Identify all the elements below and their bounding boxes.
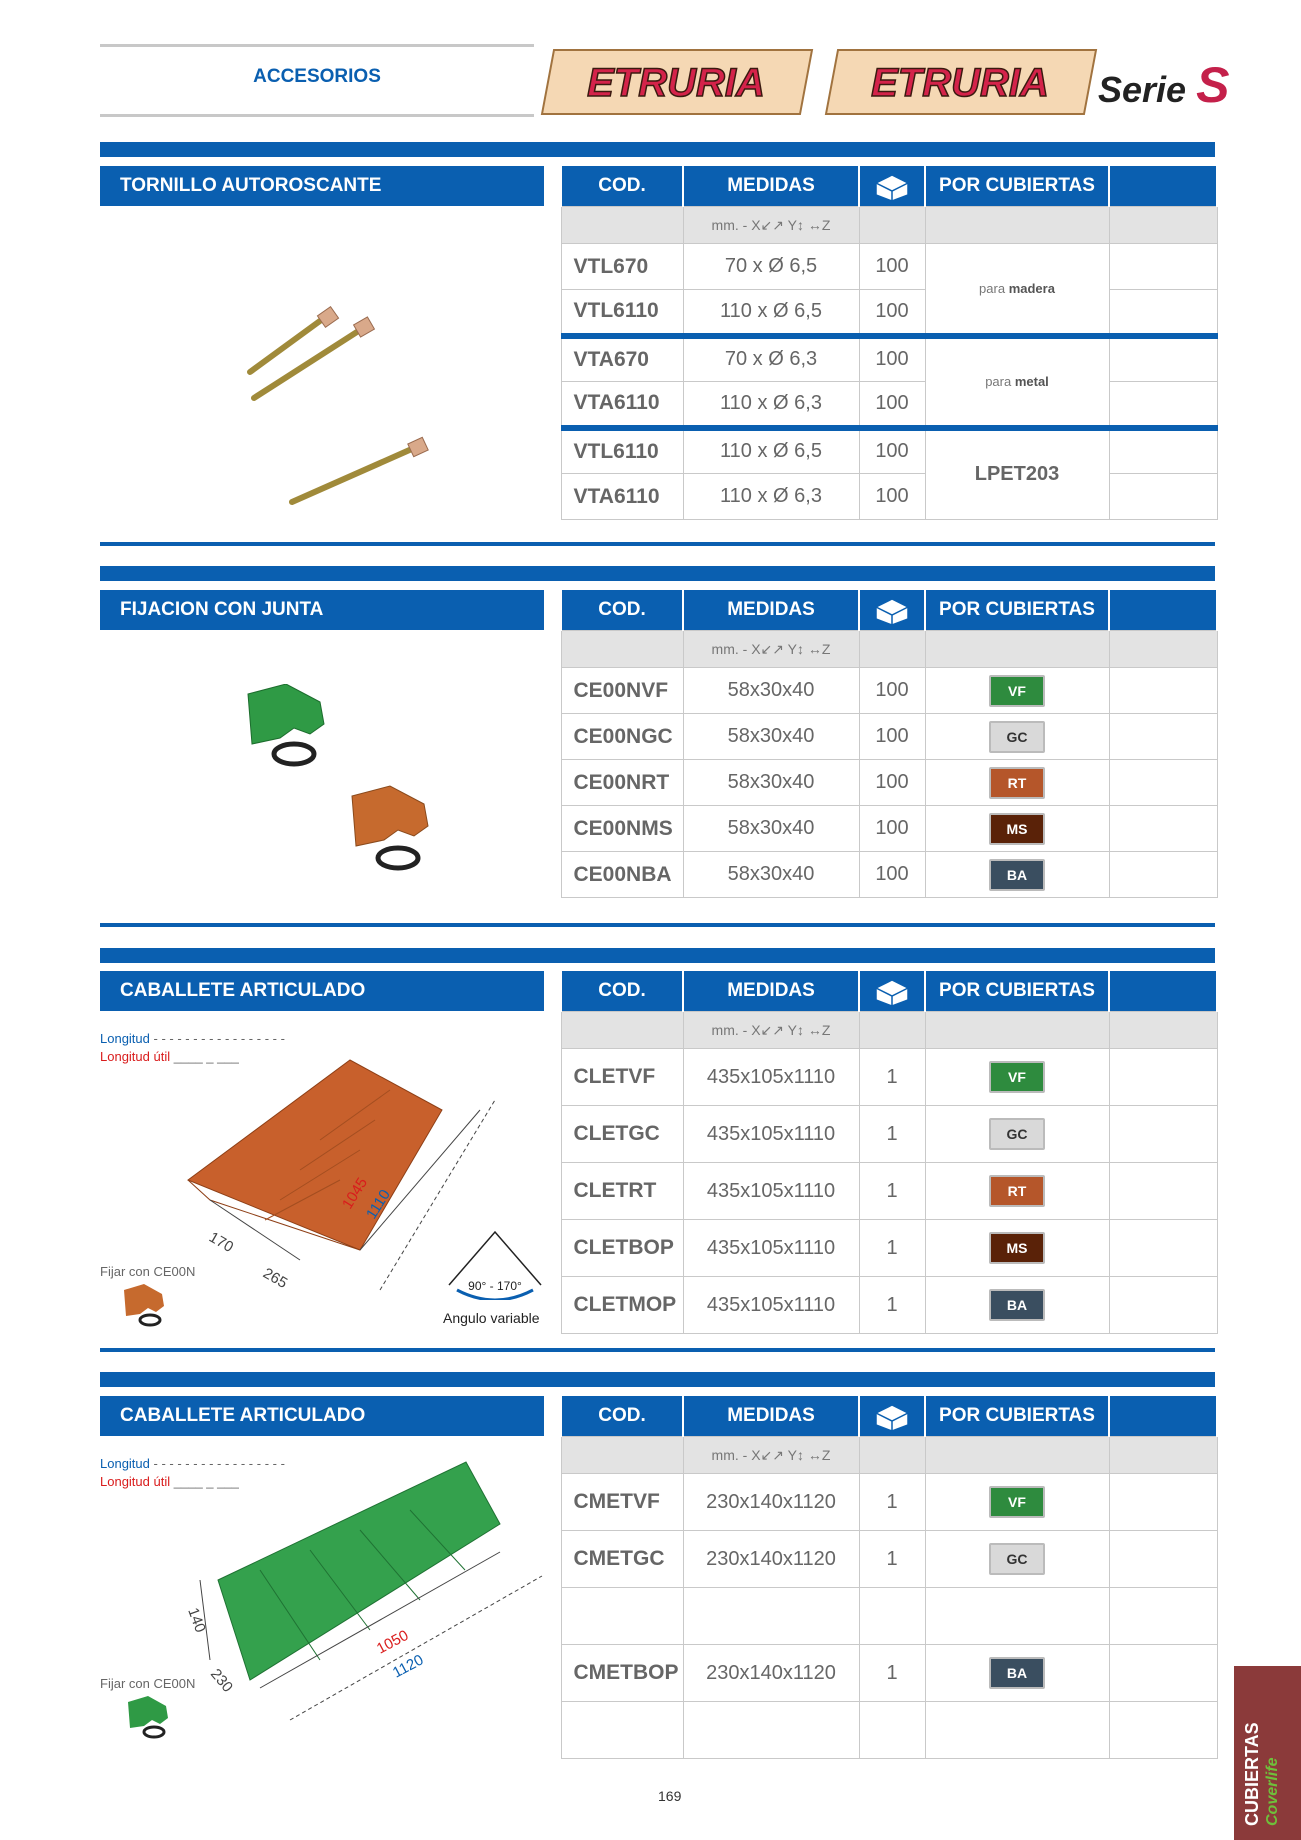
section-divider	[100, 1348, 1215, 1352]
color-badge: RT	[989, 767, 1045, 799]
section-title: CABALLETE ARTICULADO	[100, 971, 544, 1011]
etruria-logo-1	[540, 44, 820, 116]
cell-cod: VTA670	[561, 336, 683, 382]
cell-medidas: 435x105x1110	[683, 1277, 859, 1334]
cell-cod: VTL6110	[561, 290, 683, 336]
cell-cod: CE00NGC	[561, 714, 683, 760]
col-por-cubiertas: POR CUBIERTAS	[925, 166, 1109, 207]
spec-table-caballete-2	[560, 1396, 1218, 1759]
cell-qty: 100	[859, 428, 925, 474]
col-cod: COD.	[561, 1396, 683, 1437]
cell-cod: CLETRT	[561, 1163, 683, 1220]
section-divider	[100, 923, 1215, 927]
cell-medidas: 435x105x1110	[683, 1049, 859, 1106]
cell-qty	[859, 1588, 925, 1645]
cell-medidas: 70 x Ø 6,5	[683, 244, 859, 290]
side-tab	[1234, 1666, 1301, 1840]
page-number: 169	[658, 1788, 682, 1804]
dimension-legend: mm. - X↙↗ Y↕ ↔Z	[683, 631, 859, 668]
col-cod: COD.	[561, 971, 683, 1012]
cell-medidas: 230x140x1120	[683, 1474, 859, 1531]
col-por-cubiertas: POR CUBIERTAS	[925, 971, 1109, 1012]
svg-text:1110: 1110	[362, 1186, 394, 1223]
cell-cod: CE00NVF	[561, 668, 683, 714]
section-band	[100, 566, 1215, 581]
cell-qty: 1	[859, 1049, 925, 1106]
col-box	[859, 590, 925, 631]
color-badge: VF	[989, 1486, 1045, 1518]
screw-image	[240, 300, 440, 520]
cell-cod: CMETBOP	[561, 1645, 683, 1702]
cell-cod: CLETVF	[561, 1049, 683, 1106]
cell-qty: 100	[859, 668, 925, 714]
cell-qty: 1	[859, 1474, 925, 1531]
legend-longitud: Longitud - - - - - - - - - - - - - - - - -	[100, 1031, 285, 1046]
cell-qty: 1	[859, 1163, 925, 1220]
etruria-logo-2	[824, 44, 1102, 116]
legend-longitud-util: Longitud útil ____ _ ___	[100, 1474, 239, 1489]
cell-cod: CLETGC	[561, 1106, 683, 1163]
color-badge: RT	[989, 1175, 1045, 1207]
color-badge: BA	[989, 859, 1045, 891]
cell-cod	[561, 1588, 683, 1645]
angle-diagram	[445, 1230, 545, 1300]
cell-qty: 1	[859, 1277, 925, 1334]
cell-cod: VTA6110	[561, 474, 683, 520]
header-rule-top	[100, 44, 534, 47]
svg-text:ETRURIA: ETRURIA	[871, 61, 1049, 105]
legend-longitud-util: Longitud útil ____ _ ___	[100, 1049, 239, 1064]
cell-qty: 100	[859, 852, 925, 898]
col-extra	[1109, 971, 1217, 1012]
color-badge: VF	[989, 675, 1045, 707]
col-medidas: MEDIDAS	[683, 166, 859, 207]
cell-qty: 100	[859, 806, 925, 852]
section-band	[100, 1372, 1215, 1387]
svg-text:230: 230	[206, 1665, 237, 1696]
section-band	[100, 142, 1215, 157]
spec-table-caballete-1	[560, 971, 1218, 1334]
cell-medidas: 58x30x40	[683, 668, 859, 714]
side-tab-brand: Coverlife	[1264, 1757, 1281, 1826]
header-rule-bottom	[100, 114, 534, 117]
spec-table-fijacion	[560, 590, 1218, 898]
note-metal: para metal	[925, 336, 1109, 428]
cell-qty: 1	[859, 1531, 925, 1588]
col-extra	[1109, 166, 1217, 207]
color-badge: GC	[989, 1118, 1045, 1150]
cell-qty: 100	[859, 244, 925, 290]
color-badge: BA	[989, 1289, 1045, 1321]
cell-qty: 100	[859, 760, 925, 806]
svg-text:265: 265	[260, 1264, 291, 1292]
col-medidas: MEDIDAS	[683, 971, 859, 1012]
box-icon	[872, 1401, 912, 1431]
cell-medidas: 435x105x1110	[683, 1163, 859, 1220]
cell-qty	[859, 1702, 925, 1759]
note-madera: para madera	[925, 244, 1109, 336]
fijar-label: Fijar con CE00N	[100, 1264, 196, 1279]
col-extra	[1109, 1396, 1217, 1437]
cell-cod: CE00NRT	[561, 760, 683, 806]
cell-qty: 100	[859, 336, 925, 382]
box-icon	[872, 595, 912, 625]
fijar-label: Fijar con CE00N	[100, 1676, 196, 1691]
color-badge: MS	[989, 813, 1045, 845]
color-badge: GC	[989, 721, 1045, 753]
caballete-metal-image	[170, 1460, 550, 1730]
cell-medidas: 58x30x40	[683, 852, 859, 898]
dimension-legend: mm. - X↙↗ Y↕ ↔Z	[683, 207, 859, 244]
box-icon	[872, 171, 912, 201]
cell-cod: VTA6110	[561, 382, 683, 428]
section-band	[100, 948, 1215, 963]
cell-medidas	[683, 1588, 859, 1645]
page-title: ACCESORIOS	[253, 66, 381, 87]
cell-cod: CMETGC	[561, 1531, 683, 1588]
cell-cod	[561, 1702, 683, 1759]
fijacion-thumb	[124, 1696, 174, 1740]
cell-qty: 1	[859, 1645, 925, 1702]
cell-medidas: 58x30x40	[683, 714, 859, 760]
box-icon	[872, 976, 912, 1006]
cell-medidas: 435x105x1110	[683, 1220, 859, 1277]
cell-medidas: 110 x Ø 6,5	[683, 290, 859, 336]
dimension-legend: mm. - X↙↗ Y↕ ↔Z	[683, 1012, 859, 1049]
color-badge: BA	[989, 1657, 1045, 1689]
col-box	[859, 971, 925, 1012]
spec-table-tornillo	[560, 166, 1218, 520]
color-badge: GC	[989, 1543, 1045, 1575]
color-badge: MS	[989, 1232, 1045, 1264]
dimension-legend: mm. - X↙↗ Y↕ ↔Z	[683, 1437, 859, 1474]
fijacion-image	[240, 684, 440, 874]
cell-cod: VTL670	[561, 244, 683, 290]
section-divider	[100, 542, 1215, 546]
cell-cod: CE00NMS	[561, 806, 683, 852]
cell-medidas: 230x140x1120	[683, 1645, 859, 1702]
col-box	[859, 1396, 925, 1437]
fijacion-thumb	[120, 1284, 170, 1328]
cell-qty: 1	[859, 1220, 925, 1277]
cell-qty: 100	[859, 382, 925, 428]
cell-cod: VTL6110	[561, 428, 683, 474]
section-title: TORNILLO AUTOROSCANTE	[100, 166, 544, 206]
note-lpet: LPET203	[925, 428, 1109, 520]
col-cod: COD.	[561, 590, 683, 631]
cell-qty: 100	[859, 290, 925, 336]
col-extra	[1109, 590, 1217, 631]
svg-text:170: 170	[206, 1228, 237, 1256]
col-por-cubiertas: POR CUBIERTAS	[925, 1396, 1109, 1437]
cell-medidas: 435x105x1110	[683, 1106, 859, 1163]
cell-medidas	[683, 1702, 859, 1759]
side-tab-label: CUBIERTAS	[1242, 1722, 1262, 1826]
cell-medidas: 110 x Ø 6,3	[683, 382, 859, 428]
cell-qty: 100	[859, 714, 925, 760]
cell-medidas: 70 x Ø 6,3	[683, 336, 859, 382]
cell-medidas: 58x30x40	[683, 760, 859, 806]
col-medidas: MEDIDAS	[683, 590, 859, 631]
svg-text:1050: 1050	[373, 1626, 412, 1658]
serie-label: Serie S	[1098, 57, 1230, 113]
svg-text:140: 140	[184, 1605, 209, 1635]
cell-medidas: 58x30x40	[683, 806, 859, 852]
svg-text:1045: 1045	[338, 1174, 372, 1213]
cell-cod: CLETMOP	[561, 1277, 683, 1334]
svg-text:ETRURIA: ETRURIA	[587, 61, 765, 105]
cell-medidas: 110 x Ø 6,3	[683, 474, 859, 520]
cell-cod: CE00NBA	[561, 852, 683, 898]
svg-text:1120: 1120	[389, 1651, 427, 1682]
color-badge: VF	[989, 1061, 1045, 1093]
col-box	[859, 166, 925, 207]
cell-badge-empty	[925, 1588, 1109, 1645]
col-medidas: MEDIDAS	[683, 1396, 859, 1437]
section-title: CABALLETE ARTICULADO	[100, 1396, 544, 1436]
legend-longitud: Longitud - - - - - - - - - - - - - - - - -	[100, 1456, 285, 1471]
angle-label: Angulo variable	[443, 1310, 540, 1326]
col-por-cubiertas: POR CUBIERTAS	[925, 590, 1109, 631]
cell-medidas: 230x140x1120	[683, 1531, 859, 1588]
svg-text:90° - 170°: 90° - 170°	[468, 1279, 522, 1293]
cell-medidas: 110 x Ø 6,5	[683, 428, 859, 474]
cell-qty: 100	[859, 474, 925, 520]
cell-badge-empty	[925, 1702, 1109, 1759]
cell-cod: CMETVF	[561, 1474, 683, 1531]
cell-qty: 1	[859, 1106, 925, 1163]
cell-cod: CLETBOP	[561, 1220, 683, 1277]
section-title: FIJACION CON JUNTA	[100, 590, 544, 630]
col-cod: COD.	[561, 166, 683, 207]
